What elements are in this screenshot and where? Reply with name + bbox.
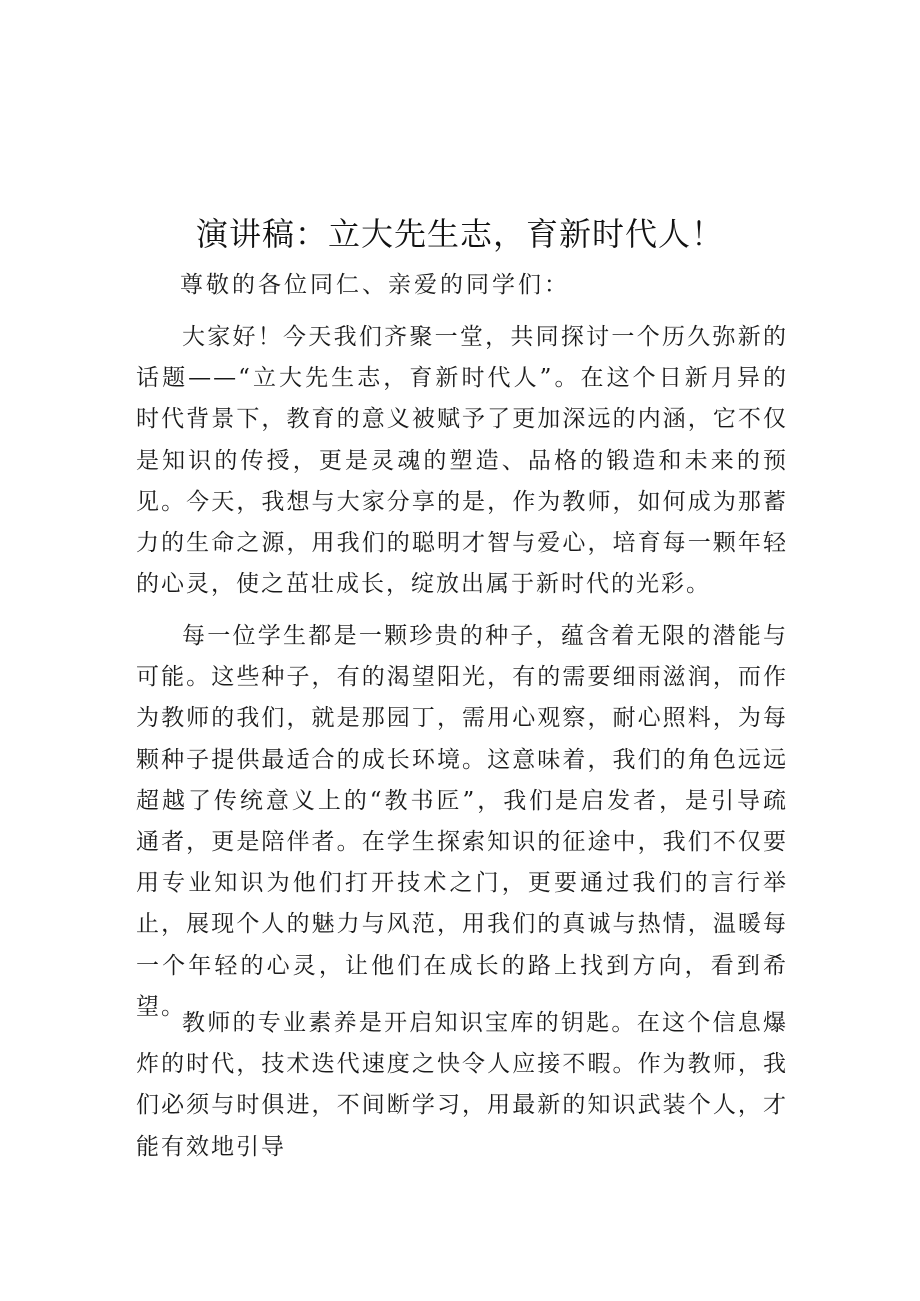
page-title: 演讲稿：立大先生志，育新时代人！ <box>195 215 724 253</box>
paragraph-2: 每一位学生都是一颗珍贵的种子，蕴含着无限的潜能与可能。这些种子，有的渴望阳光，有的需要细雨滋润，而作为教师的我们，就是那园丁，需用心观察，耐心照料，为每颗种子提供最适合的成长环境。这意味着，我们的角色远远超越了传统意义上的“教书匠”，我们是启发者，是引导疏通者，更是陪伴者。在学生探索知识的征途中，我们不仅要用专业知识为他们打开技术之门，更要通过我们的言行举止，展现个人的魅力与风范，用我们的真诚与热情，温暖每一个年轻的心灵，让他们在成长的路上找到方向，看到希望。 <box>136 623 788 1020</box>
greeting: 尊敬的各位同仁、亲爱的同学们： <box>180 272 570 298</box>
paragraph-1: 大家好！今天我们齐聚一堂，共同探讨一个历久弥新的话题——“立大先生志，育新时代人”。在这个日新月异的时代背景下，教育的意义被赋予了更加深远的内涵，它不仅是知识的传授，更是灵魂的塑造、品格的锻造和未来的预见。今天，我想与大家分享的是，作为教师，如何成为那蓄力的生命之源，用我们的聪明才智与爱心，培育每一颗年轻的心灵，使之茁壮成长，绽放出属于新时代的光彩。 <box>136 324 788 598</box>
paragraph-3: 教师的专业素养是开启知识宝库的钥匙。在这个信息爆炸的时代，技术迭代速度之快令人应接不暇。作为教师，我们必须与时俱进，不间断学习，用最新的知识武装个人，才能有效地引导 <box>136 1010 788 1160</box>
